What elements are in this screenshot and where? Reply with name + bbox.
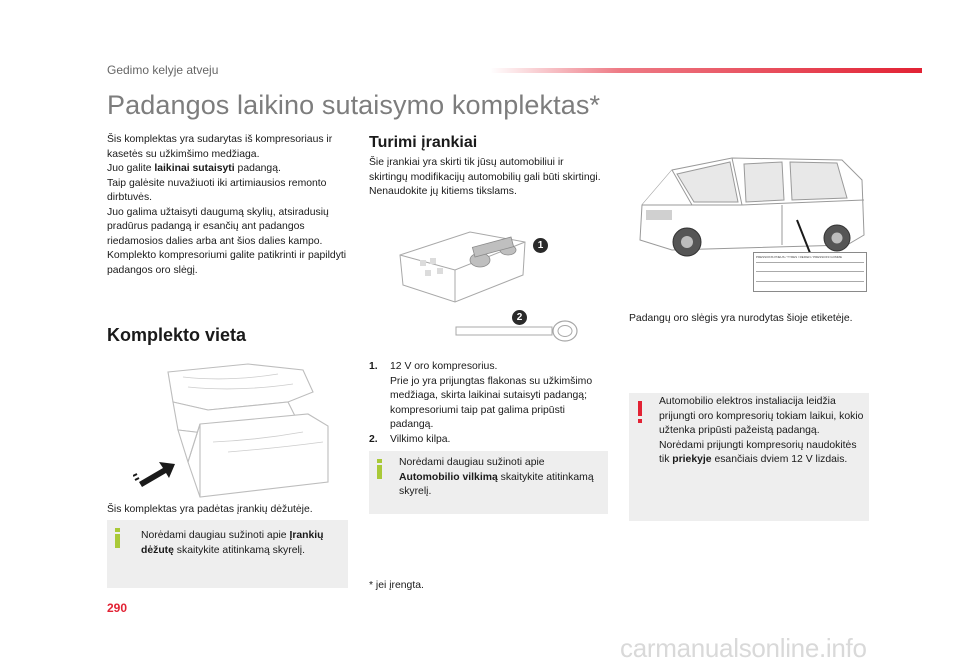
compressor-illustration xyxy=(395,220,535,310)
callout-1: 1 xyxy=(533,238,548,253)
footnote: * jei įrengta. xyxy=(369,580,424,591)
info-icon xyxy=(375,459,384,481)
tools-list xyxy=(369,360,609,447)
toolbox-note-text: Norėdami daugiau sužinoti apie Įrankių dėžutę skaitykite atitinkamą skyrelį. xyxy=(141,530,324,556)
intro-p2: Juo galite laikinai sutaisyti padangą. xyxy=(107,163,281,174)
intro-text xyxy=(107,133,352,278)
tyre-label-title: PRESSIONS PNEUS / TYRES / REIFEN / PRESSIONI GOMME xyxy=(756,255,842,259)
header-accent-bar xyxy=(490,68,922,73)
intro-p4: Juo galima užtaisyti daugumą skylių, atsiradusių pradūrus padangą ir esančių ant padangos riedamosios dalies arba ant šios dalies kampo. xyxy=(107,206,329,247)
warning-icon xyxy=(637,401,644,425)
intro-p3: Taip galėsite nuvažiuoti iki artimiausios remonto dirbtuvės. xyxy=(107,177,327,203)
toolbox-note xyxy=(107,520,348,588)
warning-text: Automobilio elektros instaliacija leidžia prijungti oro kompresorių tokiam laikui, kokio užtenka pripūsti pažeistą padangą. Norėdami prijungti kompresorių naudokitės tik priekyje esančiais dviem 12 V lizdais. xyxy=(659,396,864,465)
intro-p1: Šis komplektas yra sudarytas iš kompresoriaus ir kasetės su užkimšimo medžiaga. xyxy=(107,134,333,160)
list-item: 2. Vilkimo kilpa. xyxy=(369,433,451,445)
page-number: 290 xyxy=(107,601,128,615)
tools-heading: Turimi įrankiai xyxy=(369,134,478,151)
tyre-pressure-label xyxy=(753,252,867,292)
towing-note xyxy=(369,451,608,514)
callout-2: 2 xyxy=(512,310,527,325)
list-item: 1. 12 V oro kompresorius. Prie jo yra prijungtas flakonas su užkimšimo medžiaga, skirta laikinai sutaisyti padangą; kompresoriumi taip pat galima pripūsti padangą. xyxy=(369,361,593,430)
pressure-caption: Padangų oro slėgis yra nurodytas šioje etiketėje. xyxy=(629,313,853,324)
arrow-icon xyxy=(133,458,177,488)
towing-note-text: Norėdami daugiau sužinoti apie Automobilio vilkimą skaitykite atitinkamą skyrelį. xyxy=(399,457,594,497)
location-caption: Šis komplektas yra padėtas įrankių dėžutėje. xyxy=(107,504,313,515)
location-heading: Komplekto vieta xyxy=(107,325,247,345)
watermark: carmanualsonline.info xyxy=(620,633,867,663)
compressor-warning xyxy=(629,393,869,521)
intro-p5: Komplekto kompresoriumi galite patikrinti ir papildyti padangos oro slėgį. xyxy=(107,250,347,276)
page-title: Padangos laikino sutaisymo komplektas* xyxy=(107,90,601,120)
tools-intro: Šie įrankiai yra skirti tik jūsų automobiliui ir skirtingų modifikacijų automobilių gali būti skirtingi. Nenaudokite jų kitiems tikslams. xyxy=(369,157,601,197)
info-icon xyxy=(113,528,122,550)
section-header: Gedimo kelyje atveju xyxy=(107,63,219,77)
